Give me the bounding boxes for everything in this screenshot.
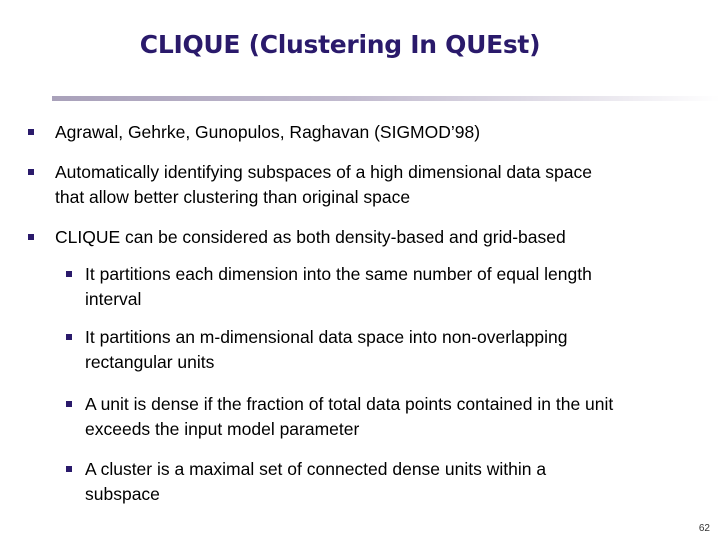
bullet-text-line: that allow better clustering than original space	[55, 187, 411, 207]
page-number: 62	[698, 523, 710, 534]
square-bullet-icon	[66, 466, 72, 472]
sub-bullet-text-line: exceeds the input model parameter	[85, 419, 360, 439]
slide-title: CLIQUE (Clustering In QUEst)	[139, 30, 541, 59]
sub-bullet-text-line: A cluster is a maximal set of connected dense units within a	[85, 459, 547, 479]
sub-bullet-text-line: It partitions an m-dimensional data space into non-overlapping	[85, 327, 568, 347]
square-bullet-icon	[66, 334, 72, 340]
sub-bullet-text-line: It partitions each dimension into the same number of equal length	[85, 264, 592, 284]
square-bullet-icon	[28, 234, 34, 240]
sub-bullet-text-line: rectangular units	[85, 352, 215, 372]
sub-bullet-text-line: A unit is dense if the fraction of total data points contained in the unit	[85, 394, 614, 414]
square-bullet-icon	[28, 129, 34, 135]
square-bullet-icon	[66, 401, 72, 407]
bullet-text-line: Automatically identifying subspaces of a high dimensional data space	[55, 162, 592, 182]
sub-bullet-text-line: interval	[85, 289, 142, 309]
square-bullet-icon	[66, 271, 72, 277]
bullet-text-line: Agrawal, Gehrke, Gunopulos, Raghavan (SIGMOD’98)	[55, 122, 481, 142]
sub-bullet-text-line: subspace	[85, 484, 160, 504]
square-bullet-icon	[28, 169, 34, 175]
bullet-text-line: CLIQUE can be considered as both density-based and grid-based	[55, 227, 566, 247]
